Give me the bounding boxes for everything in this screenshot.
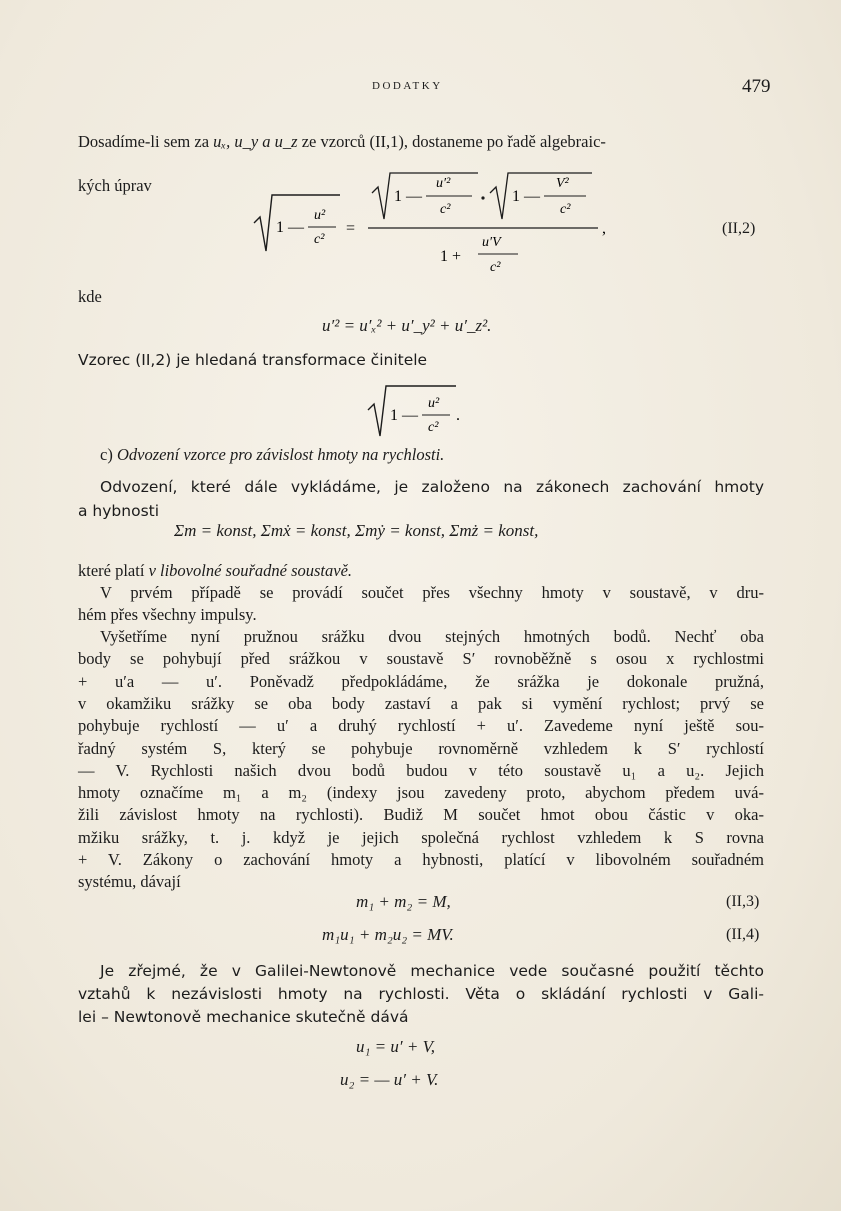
paragraph-2-line-1: Odvození, které dále vykládáme, je založeno na zákonech zachování hmoty [100,478,764,496]
vzorec-line: Vzorec (II,2) je hledaná transformace činitele [78,351,428,369]
paragraph-5-line: + u′a — u′. Poněvadž předpokládáme, že srážka je dokonale pružná, [78,672,764,691]
eq-uprime-squared: u′² [436,176,451,191]
paragraph-5-line: Vyšetříme nyní pružnou srážku dvou stejných hmotných bodů. Nechť oba [100,627,764,646]
math-inline: uₓ, u_y a u_z [213,132,298,151]
factor-u-squared: u² [428,396,440,411]
conservation-laws: Σm = konst, Σmẋ = konst, Σmẏ = konst, Σmż = konst, [174,521,539,540]
factor-c-squared: c² [428,420,439,435]
paragraph-5-line: v okamžiku srážky se oba body zastaví a pak si vymění rychlost; prvý se [78,694,764,713]
equation-u2: u₂ = — u′ + V. [340,1070,439,1089]
paragraph-5-line: systému, dávají [78,872,181,891]
eq-c-squared-b: c² [440,202,451,217]
paragraph-5-line: žili závislost hmoty na rychlosti). Budiž M součet hmot obou částic v oka- [78,805,764,824]
paragraph-5-line: body se pohybují před srážkou v soustavě S′ rovnoběžně s osou x rychlostmi [78,649,764,668]
text-span: ze vzorců (II,1), dostaneme po řadě algebraic- [297,132,606,151]
equation-ii-2 [250,165,630,285]
eq-equals: = [346,220,356,237]
uprime-squared-equation: u′² = u′ₓ² + u′_y² + u′_z². [322,316,492,335]
paragraph-5-line: — V. Rychlosti našich dvou bodů budou v této soustavě u₁ a u₂. Jejich [78,761,764,780]
paragraph-5-line: hmoty označíme m₁ a m₂ (indexy jsou zavedeny proto, abychom předem uvá- [78,783,764,802]
equation-number-ii-2: (II,2) [722,220,756,237]
section-c-heading [100,445,444,465]
page-header [0,76,841,100]
paragraph-6-line: lei – Newtonově mechanice skutečně dává [78,1008,409,1026]
section-c-label: c) [100,445,113,464]
paragraph-5-line: řadný systém S, který se pohybuje rovnoměrně vzhledem k S′ rychlostí [78,739,764,758]
eq-comma: , [602,220,606,237]
eq-uprime-v: u′V [482,235,501,250]
kde-label: kde [78,287,102,306]
eq-c-squared-d: c² [490,260,501,275]
equation-number-ii-4: (II,4) [726,926,760,943]
factor-period: . [456,407,460,424]
paragraph-5-line: mžiku srážky, t. j. když je jejich společná rychlost vzhledem k S rovna [78,828,764,847]
text-span: Dosadíme-li sem za [78,132,214,151]
text-span-italic: v libovolné souřadné soustavě. [148,561,353,580]
paragraph-6-line: Je zřejmé, že v Galilei-Newtonově mechanice vede současné použití těchto [100,962,764,980]
paragraph-6-line: vztahů k nezávislosti hmoty na rychlosti. Věta o skládání rychlosti v Gali- [78,985,764,1003]
eq-u-squared: u² [314,208,326,223]
page-number: 479 [742,76,771,97]
paragraph-2-line-2: a hybnosti [78,502,160,520]
eq-c-squared-c: c² [560,202,571,217]
equation-ii-4: m₁u₁ + m₂u₂ = MV. [322,925,454,944]
equation-u1: u₁ = u′ + V, [356,1037,436,1056]
paragraph-4-line-2: hém přes všechny impulsy. [78,605,257,624]
eq-c-squared: c² [314,232,325,247]
eq-one-b: 1 — [394,188,422,205]
equation-number-ii-3: (II,3) [726,893,760,910]
eq-v-squared: V² [556,176,569,191]
paragraph-3-line-1 [78,561,352,581]
paragraph-4-line-1: V prvém případě se provádí součet přes všechny hmoty v soustavě, v dru- [100,583,764,602]
factor-one: 1 — [390,407,418,424]
equation-ii-3: m₁ + m₂ = M, [356,892,451,911]
paragraph-1-line-1 [78,132,606,152]
paragraph-5-line: pohybuje rychlostí — u′ a druhý rychlostí + u′. Zavedeme nyní ještě sou- [78,716,764,735]
text-span: které platí [78,561,149,580]
section-c-title: Odvození vzorce pro závislost hmoty na rychlosti. [116,445,445,464]
eq-one: 1 — [276,219,304,236]
eq-one-plus: 1 + [440,248,462,265]
transformation-factor [364,380,474,440]
running-head: DODATKY [372,80,443,92]
paragraph-1-line-2: kých úprav [78,176,152,195]
paragraph-5-line: + V. Zákony o zachování hmoty a hybnosti, platící v libovolném souřadném [78,850,764,869]
eq-one-c: 1 — [512,188,540,205]
